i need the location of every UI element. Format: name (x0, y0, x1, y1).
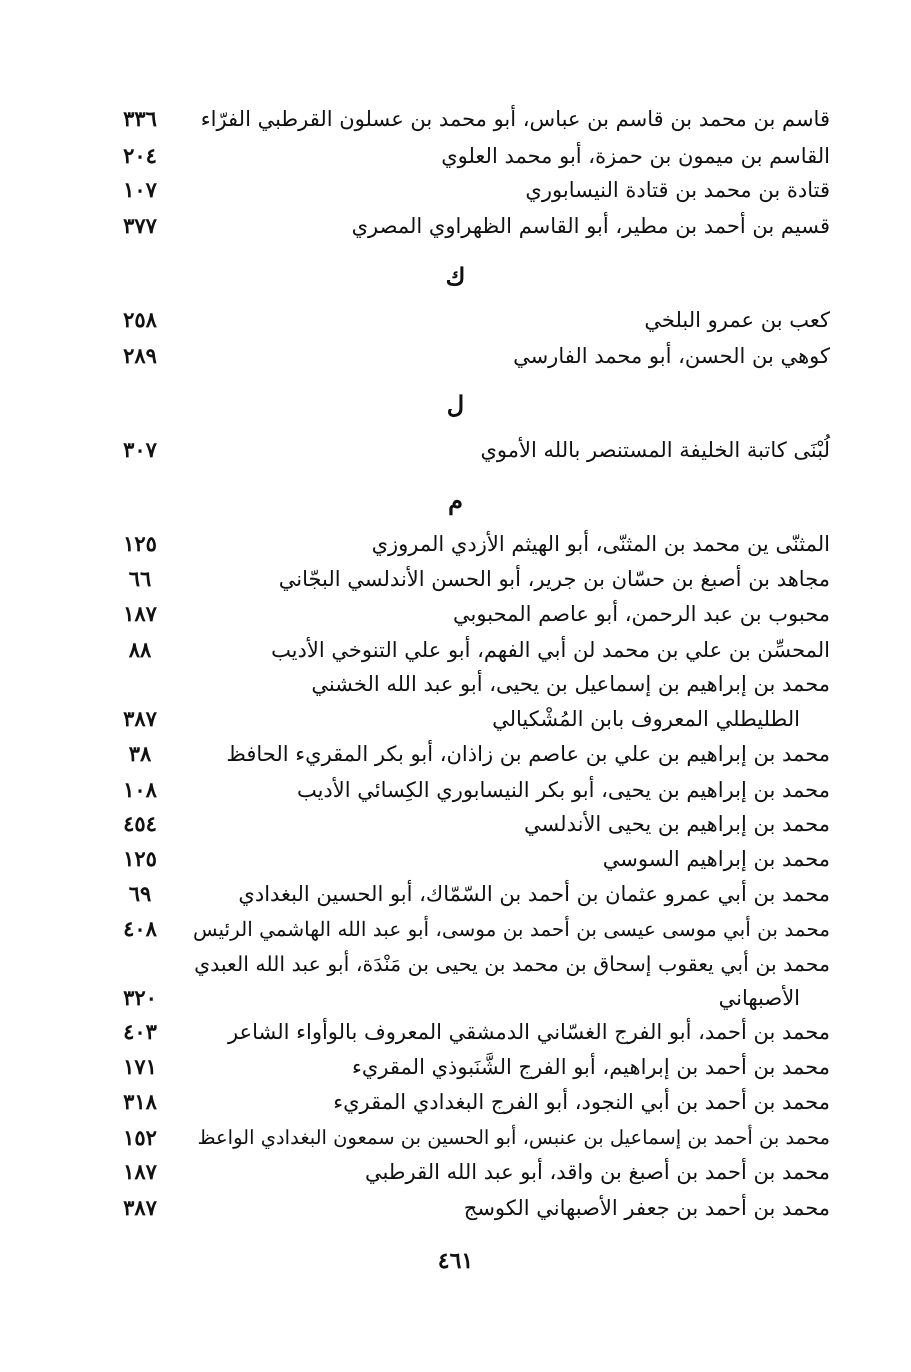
entry-page-number: ٤٥٤ (123, 811, 157, 836)
entry-page-number: ٤٠٣ (123, 1019, 157, 1044)
entry-name: قسيم بن أحمد بن مطير، أبو القاسم الظهراوي المصري (351, 214, 830, 238)
entry-name: محمد بن أحمد بن أصبغ بن واقد، أبو عبد الله القرطبي (364, 1160, 830, 1184)
index-entry (110, 636, 830, 672)
section-letter-mim: م (448, 486, 463, 515)
entry-page-number: ٣٨ (128, 741, 152, 766)
index-entry (110, 915, 830, 951)
entry-name: محمد بن إبراهيم بن يحيى الأندلسي (523, 812, 830, 836)
index-entry (110, 436, 830, 472)
index-entry (110, 600, 830, 636)
entry-name: الأصبهاني (718, 986, 800, 1010)
entry-page-number: ١٨٧ (123, 1159, 157, 1184)
entry-page-number: ١٠٧ (123, 177, 157, 202)
entry-page-number: ٦٩ (128, 881, 152, 906)
index-entry (110, 845, 830, 881)
index-entry (110, 1088, 830, 1124)
entry-page-number: ٣٠٧ (123, 437, 157, 462)
entry-page-number: ٦٦ (128, 566, 152, 591)
entry-name: كوهي بن الحسن، أبو محمد الفارسي (513, 344, 830, 368)
entry-page-number: ٢٠٤ (123, 143, 157, 168)
index-entry (110, 670, 830, 706)
index-entry-continuation (110, 984, 830, 1020)
index-entry (110, 1158, 830, 1194)
entry-name: قاسم بن محمد بن قاسم بن عباس، أبو محمد بن عسلون القرطبي الفرّاء (200, 107, 830, 131)
entry-page-number: ٣٣٦ (123, 106, 157, 131)
index-entry-continuation (110, 705, 830, 741)
index-entry (110, 1053, 830, 1089)
entry-page-number: ٤٠٨ (123, 916, 157, 941)
section-letter-kaf: ك (445, 262, 466, 291)
page-number: ٤٦١ (437, 1248, 474, 1274)
entry-page-number: ٣٨٧ (123, 706, 157, 731)
index-entry (110, 1124, 830, 1160)
entry-name: قتادة بن محمد بن قتادة النيسابوري (525, 178, 830, 202)
entry-page-number: ٣٧٧ (123, 213, 157, 238)
entry-page-number: ٨٨ (128, 637, 152, 662)
index-entry (110, 176, 830, 212)
entry-name: محمد بن أبي عمرو عثمان بن أحمد بن السّمّاك، أبو الحسين البغدادي (238, 882, 830, 906)
entry-page-number: ١٠٨ (123, 777, 157, 802)
entry-page-number: ٣٨٧ (123, 1195, 157, 1220)
entry-page-number: ١٢٥ (123, 846, 157, 871)
index-entry (110, 342, 830, 378)
entry-name: محمد بن إبراهيم السوسي (602, 847, 830, 871)
entry-name: محمد بن أبي موسى عيسى بن أحمد بن موسى، أبو عبد الله الهاشمي الرئيس (192, 917, 830, 941)
index-entry (110, 776, 830, 812)
entry-name: محمد بن إبراهيم بن إسماعيل بن يحيى، أبو عبد الله الخشني (311, 672, 830, 696)
index-entry (110, 565, 830, 601)
index-entry (110, 880, 830, 916)
index-entry (110, 740, 830, 776)
entry-page-number: ١٨٧ (123, 601, 157, 626)
entry-name: الطليطلي المعروف بابن المُشْكيالي (492, 707, 800, 731)
entry-name: محمد بن أبي يعقوب إسحاق بن محمد بن يحيى بن مَنْدَة، أبو عبد الله العبدي (194, 952, 830, 976)
entry-name: محمد بن أحمد بن أبي النجود، أبو الفرج البغدادي المقريء (333, 1090, 830, 1114)
index-entry (110, 142, 830, 178)
index-entry (110, 1018, 830, 1054)
entry-name: محمد بن إبراهيم بن علي بن عاصم بن زاذان، أبو بكر المقريء الحافظ (226, 742, 830, 766)
entry-page-number: ٢٨٩ (123, 343, 157, 368)
entry-page-number: ١٢٥ (123, 531, 157, 556)
index-entry (110, 306, 830, 342)
entry-page-number: ٣١٨ (123, 1089, 157, 1114)
entry-name: القاسم بن ميمون بن حمزة، أبو محمد العلوي (441, 144, 830, 168)
entry-name: لُبْنَى كاتبة الخليفة المستنصر بالله الأموي (480, 438, 830, 462)
entry-name: محمد بن أحمد، أبو الفرج الغسّاني الدمشقي المعروف بالوأواء الشاعر (227, 1020, 830, 1044)
entry-page-number: ١٧١ (123, 1054, 157, 1079)
entry-page-number: ٣٢٠ (123, 985, 157, 1010)
index-entry (110, 810, 830, 846)
entry-name: مجاهد بن أصبغ بن حسّان بن جرير، أبو الحسن الأندلسي البجّاني (278, 567, 830, 591)
entry-name: محمد بن أحمد بن إبراهيم، أبو الفرج الشَّنَبوذي المقريء (352, 1055, 830, 1079)
entry-name: المحسِّن بن علي بن محمد لن أبي الفهم، أبو علي التنوخي الأديب (271, 638, 830, 662)
entry-page-number: ٢٥٨ (123, 307, 157, 332)
entry-name: كعب بن عمرو البلخي (644, 308, 830, 332)
entry-name: محمد بن أحمد بن إسماعيل بن عنبس، أبو الحسين بن سمعون البغدادي الواعظ (197, 1126, 830, 1149)
entry-name: محمد بن أحمد بن جعفر الأصبهاني الكوسج (463, 1196, 830, 1220)
entry-name: المثنّى ين محمد بن المثنّى، أبو الهيثم الأزدي المروزي (371, 532, 830, 556)
entry-name: محبوب بن عبد الرحمن، أبو عاصم المحبوبي (453, 602, 830, 626)
section-letter-lam: ل (446, 390, 465, 419)
entry-name: محمد بن إبراهيم بن يحيى، أبو بكر النيسابوري الكِسائي الأديب (296, 778, 830, 802)
index-entry (110, 1194, 830, 1230)
index-entry (110, 105, 830, 141)
entry-page-number: ١٥٢ (123, 1125, 157, 1150)
index-entry (110, 530, 830, 566)
index-entry (110, 950, 830, 986)
index-entry (110, 212, 830, 248)
